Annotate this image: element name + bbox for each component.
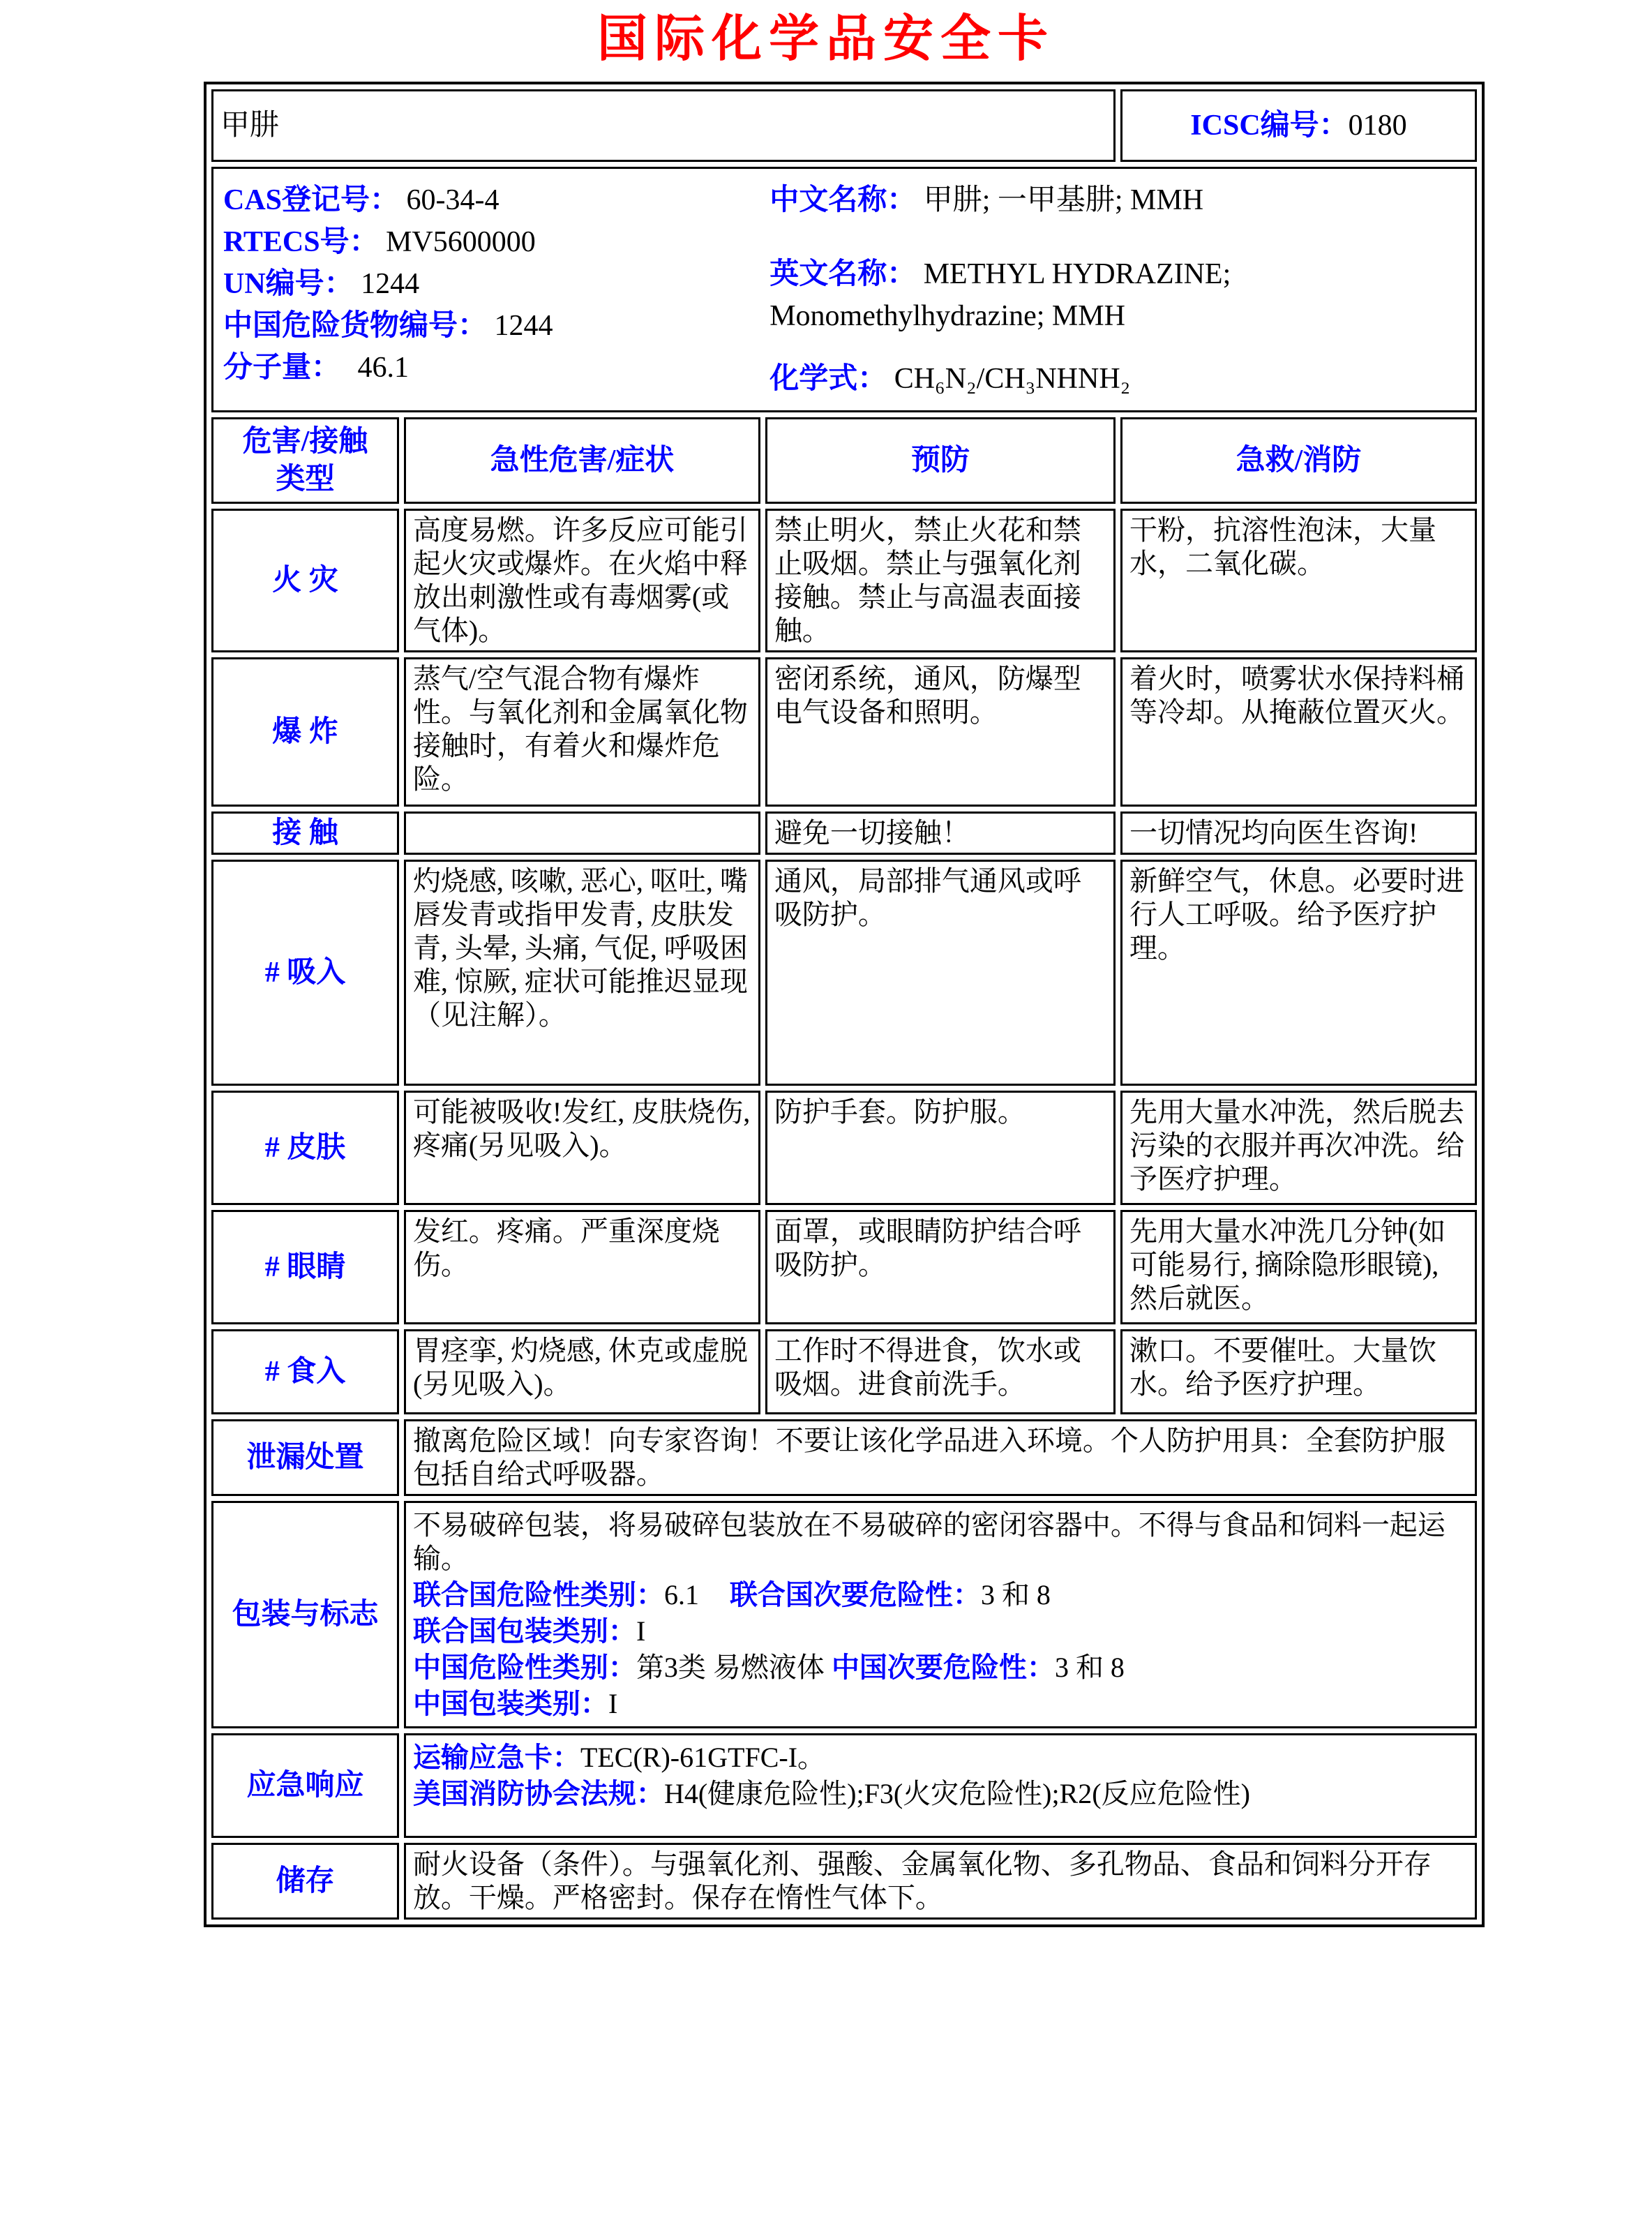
english-name-value1: METHYL HYDRAZINE; [923, 258, 1231, 291]
un-class-value: 6.1 [663, 1579, 699, 1611]
un-pack-value: I [636, 1615, 646, 1647]
fire-response-cell: 干粉，抗溶性泡沫，大量水，二氧化碳。 [1120, 509, 1477, 652]
cn-pack-label: 中国包装类别： [412, 1688, 608, 1720]
hazard-row-ingestion [211, 1329, 1477, 1414]
icsc-number: 0180 [1348, 110, 1407, 142]
inhalation-prevention-cell: 通风，局部排气通风或呼吸防护。 [765, 860, 1116, 1086]
ingestion-symptoms-cell: 胃痉挛, 灼烧感, 休克或虚脱(另见吸入)。 [404, 1329, 760, 1414]
formula-line [769, 361, 1465, 396]
rtecs-number-line [223, 225, 769, 260]
chinese-name-line [769, 183, 1465, 218]
cas-value: 60-34-4 [406, 184, 500, 217]
cn-class-label: 中国危险性类别： [412, 1652, 636, 1684]
tec-card-label: 运输应急卡： [412, 1742, 580, 1774]
packaging-content-cell [404, 1501, 1477, 1728]
cn-dg-label: 中国危险货物编号： [223, 310, 488, 343]
english-name-line2 [769, 299, 1465, 334]
packaging-cn-class-line [413, 1651, 1468, 1684]
page-title: 国际化学品安全卡 [596, 9, 1055, 68]
col-header-symptoms: 急性危害/症状 [404, 417, 760, 504]
fire-symptoms-cell: 高度易燃。许多反应可能引起火灾或爆炸。在火焰中释放出刺激性或有毒烟雾(或气体)。 [404, 509, 760, 652]
mol-weight-line [223, 350, 769, 385]
storage-text-cell: 耐火设备（条件）。与强氧化剂、强酸、金属氧化物、多孔物品、食品和饲料分开存放。干燥。严格密封。保存在惰性气体下。 [404, 1843, 1477, 1920]
icsc-label: ICSC编号： [1190, 110, 1349, 142]
skin-prevention-cell: 防护手套。防护服。 [765, 1091, 1116, 1205]
spill-label: 泄漏处置 [211, 1419, 399, 1496]
contact-symptoms-cell [404, 812, 760, 855]
hazard-type-explosion: 爆 炸 [211, 657, 399, 807]
cn-pack-value: I [608, 1688, 618, 1720]
explosion-response-cell: 着火时，喷雾状水保持料桶等冷却。从掩蔽位置灭火。 [1120, 657, 1477, 807]
fire-prevention-cell: 禁止明火，禁止火花和禁止吸烟。禁止与强氧化剂接触。禁止与高温表面接触。 [765, 509, 1116, 652]
ingestion-prevention-cell: 工作时不得进食，饮水或吸烟。进食前洗手。 [765, 1329, 1116, 1414]
inhalation-response-cell: 新鲜空气，休息。必要时进行人工呼吸。给予医疗护理。 [1120, 860, 1477, 1086]
skin-response-cell: 先用大量水冲洗，然后脱去污染的衣服并再次冲洗。给予医疗护理。 [1120, 1091, 1477, 1205]
eyes-symptoms-cell: 发红。疼痛。严重深度烧伤。 [404, 1210, 760, 1324]
cn-dg-number-line [223, 308, 769, 343]
hazard-type-eyes: # 眼睛 [211, 1210, 399, 1324]
chinese-name-value: 甲肼; 一甲基肼; MMH [923, 184, 1204, 217]
emergency-tec-line [413, 1741, 1468, 1774]
emergency-label: 应急响应 [211, 1733, 399, 1838]
spill-text-cell: 撤离危险区域！向专家咨询！不要让该化学品进入环境。个人防护用具：全套防护服包括自给式呼吸器。 [404, 1419, 1477, 1496]
cn-class-value: 第3类 易燃液体 [636, 1652, 825, 1684]
packaging-intro: 不易破碎包装，将易破碎包装放在不易破碎的密闭容器中。不得与食品和饲料一起运输。 [412, 1509, 1446, 1575]
chinese-name-label: 中文名称： [769, 184, 917, 217]
contact-response-cell: 一切情况均向医生咨询! [1120, 812, 1477, 855]
eyes-prevention-cell: 面罩，或眼睛防护结合呼吸防护。 [765, 1210, 1116, 1324]
hazard-type-ingestion: # 食入 [211, 1329, 399, 1414]
cas-number-line [223, 183, 769, 218]
storage-row [211, 1843, 1477, 1920]
col-header-prevention: 预防 [765, 417, 1116, 504]
substance-header-row [211, 89, 1477, 162]
cn-sub-label: 中国次要危险性： [831, 1652, 1055, 1684]
column-header-row [211, 417, 1477, 504]
english-name-line [769, 257, 1465, 292]
inhalation-symptoms-cell: 灼烧感, 咳嗽, 恶心, 呕吐, 嘴唇发青或指甲发青, 皮肤发青, 头晕, 头痛, 气促, 呼吸困难, 惊厥, 症状可能推迟显现（见注解）。 [404, 860, 760, 1086]
emergency-nfpa-line [413, 1777, 1468, 1811]
packaging-label: 包装与标志 [211, 1501, 399, 1728]
icsc-number-cell [1120, 89, 1477, 162]
hazard-row-explosion [211, 657, 1477, 807]
spill-row [211, 1419, 1477, 1496]
un-value: 1244 [361, 268, 420, 301]
emergency-row [211, 1733, 1477, 1838]
safety-card-table [204, 82, 1485, 1927]
hazard-row-fire [211, 509, 1477, 652]
identifiers-right [769, 176, 1465, 403]
hazard-type-contact: 接 触 [211, 812, 399, 855]
col-header-hazard-type [211, 417, 399, 504]
formula-label: 化学式： [769, 363, 887, 396]
storage-label: 储存 [211, 1843, 399, 1920]
cn-sub-value: 3 和 8 [1054, 1652, 1125, 1684]
explosion-prevention-cell: 密闭系统，通风，防爆型电气设备和照明。 [765, 657, 1116, 807]
english-name-label: 英文名称： [769, 258, 917, 291]
un-label: UN编号： [223, 268, 354, 301]
col-header-hazard-type-line1: 危害/接触 [242, 426, 368, 458]
nfpa-label: 美国消防协会法规： [412, 1778, 664, 1810]
rtecs-label: RTECS号： [223, 226, 379, 259]
col-header-first-aid: 急救/消防 [1120, 417, 1477, 504]
packaging-un-class-line [413, 1578, 1468, 1612]
identifiers-wrap [223, 176, 1465, 403]
packaging-un-pack-line [413, 1615, 1468, 1648]
col-header-hazard-type-line2: 类型 [276, 463, 335, 496]
packaging-row [211, 1501, 1477, 1728]
nfpa-value: H4(健康危险性);F3(火灾危险性);R2(反应危险性) [663, 1778, 1250, 1810]
explosion-symptoms-cell: 蒸气/空气混合物有爆炸性。与氧化剂和金属氧化物接触时，有着火和爆炸危险。 [404, 657, 760, 807]
hazard-row-inhalation [211, 860, 1477, 1086]
hazard-type-fire: 火 灾 [211, 509, 399, 652]
hazard-row-contact [211, 812, 1477, 855]
eyes-response-cell: 先用大量水冲洗几分钟(如可能易行, 摘除隐形眼镜), 然后就医。 [1120, 1210, 1477, 1324]
packaging-cn-pack-line [413, 1687, 1468, 1721]
skin-symptoms-cell: 可能被吸收!发红, 皮肤烧伤, 疼痛(另见吸入)。 [404, 1091, 760, 1205]
contact-prevention-cell: 避免一切接触！ [765, 812, 1116, 855]
un-class-label: 联合国危险性类别： [412, 1579, 664, 1611]
hazard-row-skin [211, 1091, 1477, 1205]
formula-value: CH₆N₂/CH₃NHNH₂ [894, 363, 1131, 396]
english-name-value2: Monomethylhydrazine; MMH [769, 300, 1125, 333]
cn-dg-value: 1244 [494, 310, 553, 343]
un-sub-value: 3 和 8 [980, 1579, 1051, 1611]
identifiers-row [211, 167, 1477, 412]
hazard-row-eyes [211, 1210, 1477, 1324]
emergency-content-cell [404, 1733, 1477, 1838]
substance-name: 甲肼 [211, 89, 1116, 162]
mol-weight-label: 分子量： [223, 352, 341, 384]
identifiers-cell [211, 167, 1477, 412]
un-sub-label: 联合国次要危险性： [729, 1579, 981, 1611]
mol-weight-value: 46.1 [357, 352, 410, 384]
un-number-line [223, 267, 769, 301]
identifiers-left [223, 176, 769, 403]
ingestion-response-cell: 漱口。不要催吐。大量饮水。给予医疗护理。 [1120, 1329, 1477, 1414]
rtecs-value: MV5600000 [386, 226, 536, 259]
hazard-type-inhalation: # 吸入 [211, 860, 399, 1086]
cas-label: CAS登记号： [223, 184, 400, 217]
tec-card-value: TEC(R)-61GTFC-I。 [580, 1742, 826, 1774]
un-pack-label: 联合国包装类别： [412, 1615, 636, 1647]
hazard-type-skin: # 皮肤 [211, 1091, 399, 1205]
